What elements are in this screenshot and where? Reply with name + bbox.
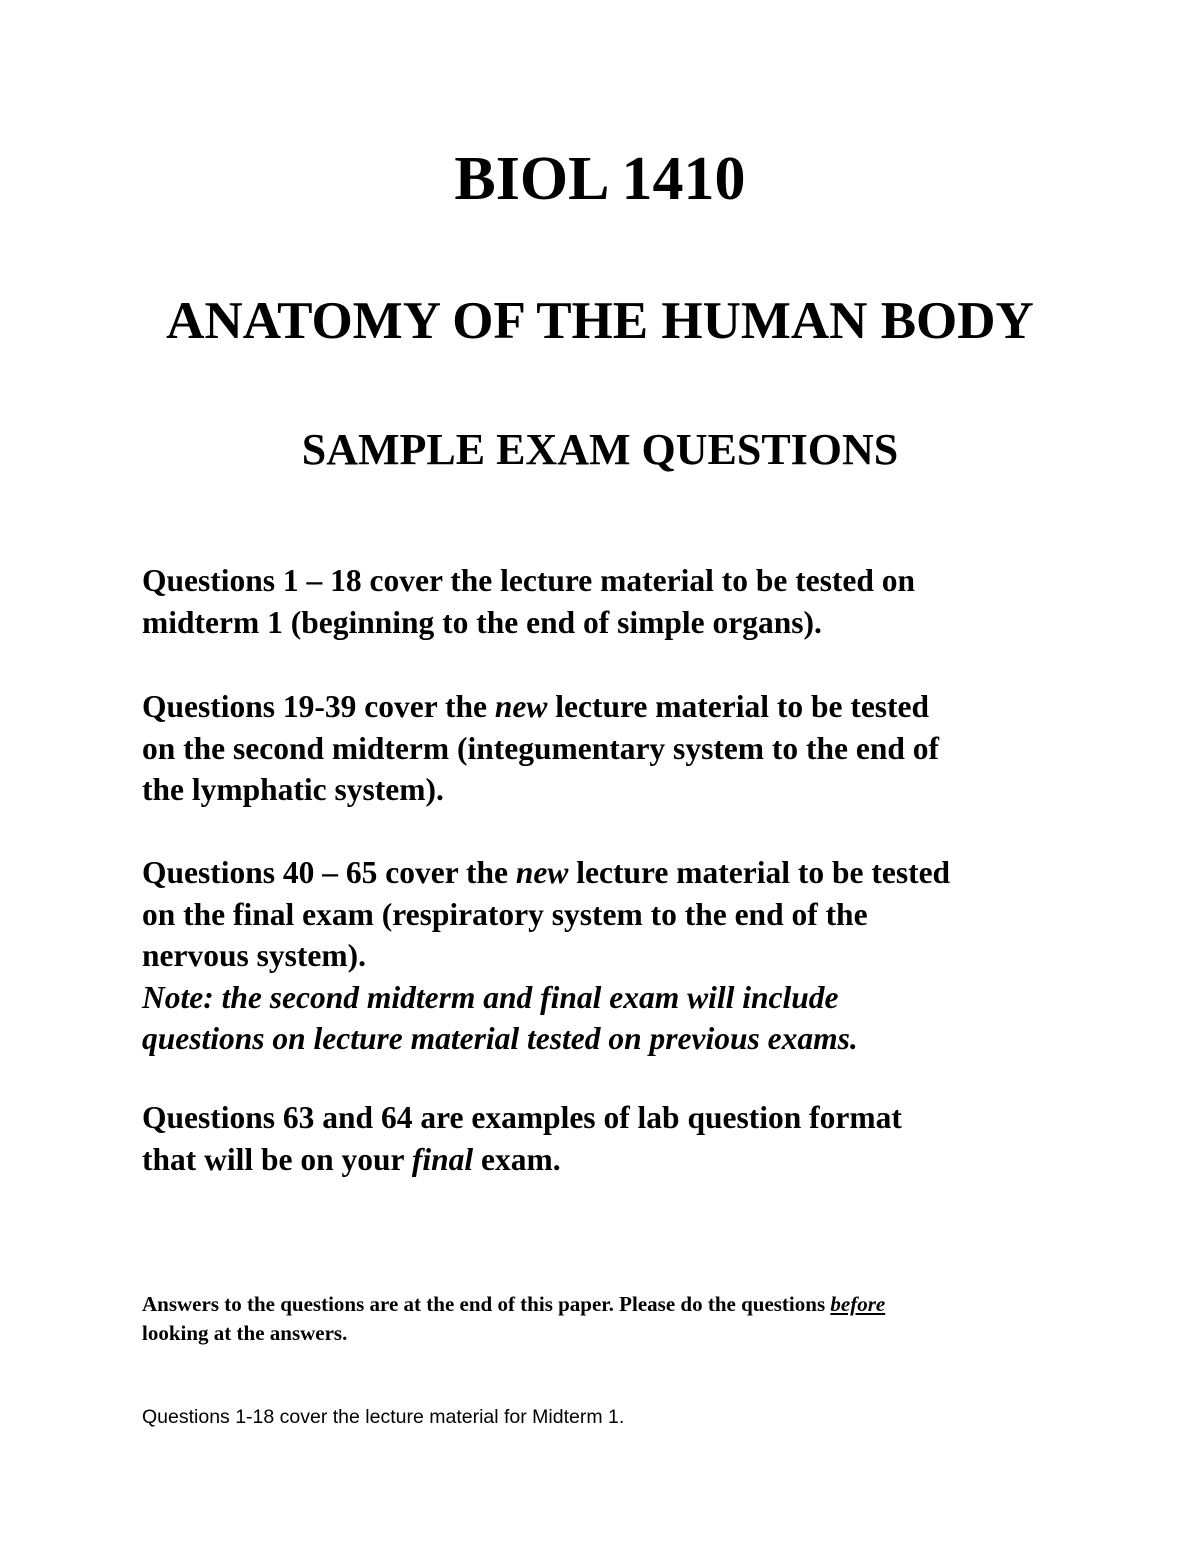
text-run: that will be on your xyxy=(142,1141,412,1177)
text-run: lecture material to be tested xyxy=(568,855,951,890)
section-heading: Questions 1-18 cover the lecture material for Midterm 1. xyxy=(142,1406,625,1428)
paragraph-line: midterm 1 (beginning to the end of simple organs). xyxy=(142,604,822,640)
course-title: ANATOMY OF THE HUMAN BODY xyxy=(166,292,1034,350)
paragraph-final-exam-scope xyxy=(142,852,1152,1060)
paragraph-line: Questions 1 – 18 cover the lecture material to be tested on xyxy=(142,563,916,598)
paragraph-line: on the second midterm (integumentary system to the end of xyxy=(142,730,940,766)
emphasis-before: before xyxy=(830,1292,886,1316)
paragraph-line: on the final exam (respiratory system to the end of the xyxy=(142,896,868,932)
document-title: SAMPLE EXAM QUESTIONS xyxy=(301,425,899,474)
paragraph-lab-format xyxy=(142,1097,1152,1180)
paragraph-midterm-2-scope xyxy=(142,686,1152,811)
text-run: Answers to the questions are at the end of this paper. Please do the questions xyxy=(142,1292,831,1316)
course-code: BIOL 1410 xyxy=(454,145,746,213)
paragraph-line: Questions 63 and 64 are examples of lab question format xyxy=(142,1100,902,1135)
text-run: Questions 19-39 cover the xyxy=(142,689,495,724)
note-line: Note: the second midterm and final exam will include xyxy=(142,979,839,1015)
answers-note-line: looking at the answers. xyxy=(142,1321,348,1345)
paragraph-line: nervous system). xyxy=(142,938,366,973)
paragraph-midterm-1-scope xyxy=(142,560,1152,643)
emphasis-new: new xyxy=(515,855,569,890)
text-run: Questions 40 – 65 cover the xyxy=(142,855,516,890)
answers-note-line xyxy=(142,1290,1152,1319)
emphasis-new: new xyxy=(494,689,548,724)
emphasis-final: final xyxy=(411,1141,474,1177)
answers-note xyxy=(142,1290,1152,1348)
paragraph-line xyxy=(142,852,1152,894)
paragraph-line xyxy=(142,1139,1152,1181)
text-run: exam. xyxy=(473,1141,561,1177)
paragraph-line: the lymphatic system). xyxy=(142,772,444,807)
note-line: questions on lecture material tested on previous exams. xyxy=(142,1021,858,1056)
text-run: lecture material to be tested xyxy=(547,689,930,724)
paragraph-line xyxy=(142,686,1152,728)
